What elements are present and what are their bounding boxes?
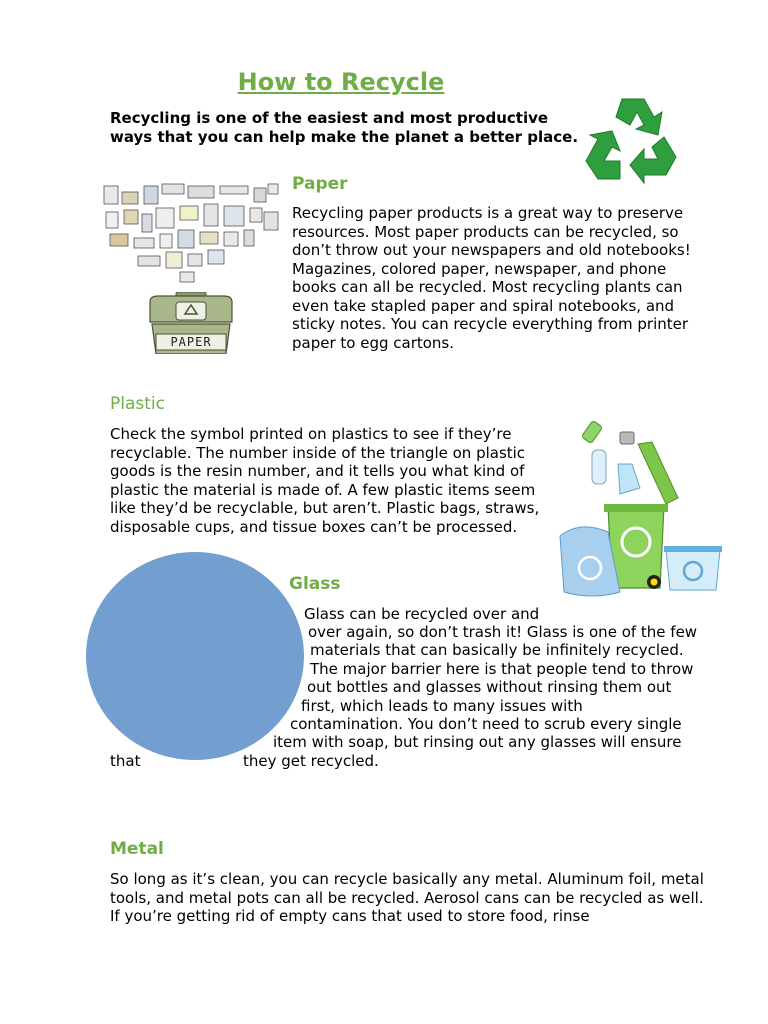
plastic-bin-icon [556, 414, 726, 602]
paper-bin-icon [146, 292, 236, 354]
glass-line: that [110, 752, 141, 770]
glass-line: they get recycled. [243, 752, 379, 770]
paper-heading: Paper [292, 174, 348, 194]
intro-text: Recycling is one of the easiest and most productive ways that you can help make the planet a better place. [110, 109, 579, 146]
recycle-symbol-icon [582, 95, 684, 185]
glass-line: materials that can basically be infinitely recycled. [310, 641, 684, 659]
glass-heading: Glass [289, 574, 341, 594]
glass-line: The major barrier here is that people tend to throw [310, 660, 694, 678]
plastic-heading: Plastic [110, 394, 165, 414]
metal-body: So long as it’s clean, you can recycle basically any metal. Aluminum foil, metal tools, and metal pots can all be recycled. Aerosol cans can be recycled as well. If you’re getting rid of empty cans that used to store food, rinse [110, 870, 704, 925]
paper-bin-label: PAPER [170, 335, 212, 349]
metal-heading: Metal [110, 839, 164, 859]
page-title: How to Recycle [237, 68, 445, 96]
glass-line: over again, so don’t trash it! Glass is one of the few [308, 623, 698, 641]
glass-line: out bottles and glasses without rinsing them out [307, 678, 672, 696]
paper-body: Recycling paper products is a great way to preserve resources. Most paper products can be recycled, so don’t throw out your newspapers and old notebooks! Magazines, colored paper, newspaper, and phone books can all be recycled. Most recycling plants can even take stapled paper and spiral notebooks, and sticky notes. You can recycle everything from printer paper to egg cartons. [292, 204, 691, 352]
glass-line: contamination. You don’t need to scrub every single [290, 715, 682, 733]
glass-line: Glass can be recycled over and [304, 605, 540, 623]
glass-line: item with soap, but rinsing out any glasses will ensure [273, 733, 682, 751]
plastic-body: Check the symbol printed on plastics to see if they’re recyclable. The number inside of the triangle on plastic goods is the resin number, and it tells you what kind of plastic the material is made of. A few plastic items seem like they’d be recyclable, but aren’t. Plastic bags, straws, disposable cups, and tissue boxes can’t be processed. [110, 425, 540, 536]
glass-line: first, which leads to many issues with [301, 697, 583, 715]
glass-circle-shape [86, 552, 304, 760]
